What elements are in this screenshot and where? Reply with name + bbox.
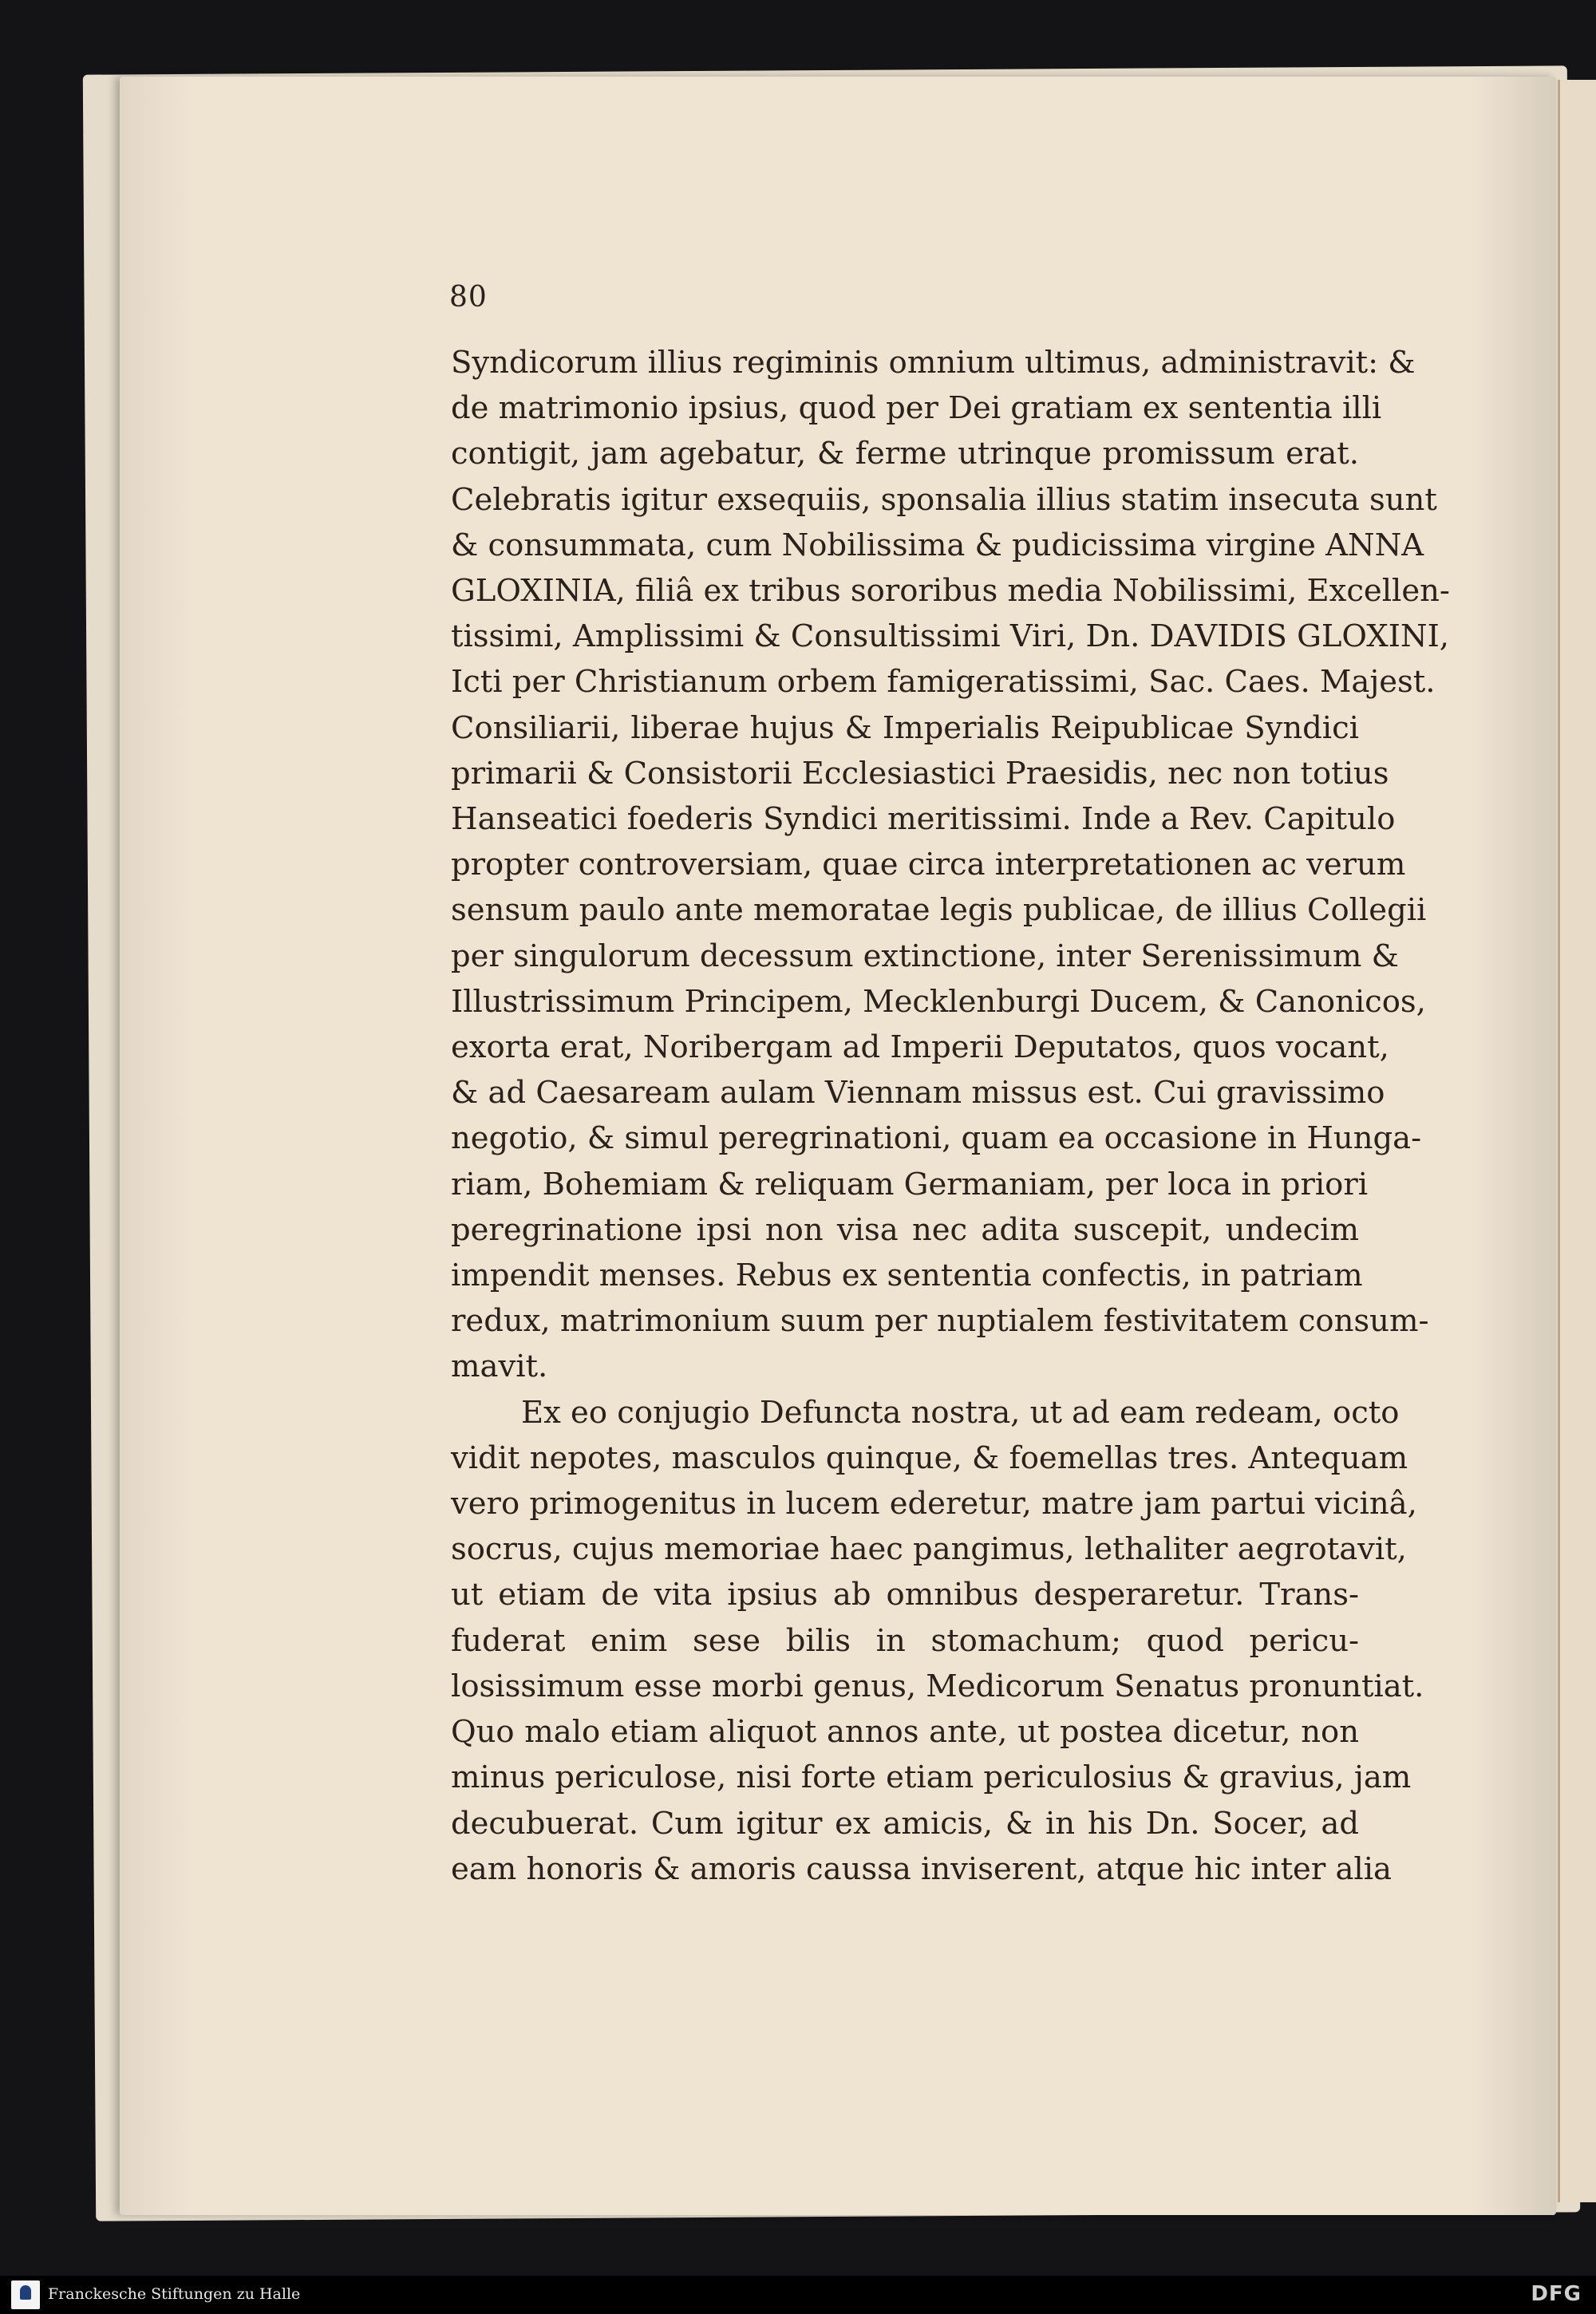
text-line: eam honoris & amoris caussa inviserent, atque hic inter alia: [451, 1850, 1393, 1887]
text-line: sensum paulo ante memoratae legis publicae, de illius Collegii: [451, 892, 1427, 929]
text-line: vero primogenitus in lucem ederetur, matre jam partui vicinâ,: [451, 1486, 1417, 1522]
page-text: [451, 340, 1450, 1892]
text-line: losissimum esse morbi genus, Medicorum Senatus pronuntiat.: [451, 1668, 1424, 1704]
text-line: Consiliarii, liberae hujus & Imperialis Reipublicae Syndici: [451, 709, 1359, 746]
text-line: Celebratis igitur exsequiis, sponsalia illius statim insecuta sunt: [451, 481, 1437, 518]
text-line: Syndicorum illius regiminis omnium ultimus, administravit: &: [451, 345, 1416, 381]
text-line: propter controversiam, quae circa interpretationen ac verum: [451, 847, 1406, 883]
text-line: peregrinatione ipsi non visa nec adita suscepit, undecim: [451, 1211, 1359, 1248]
text-line: primarii & Consistorii Ecclesiastici Praesidis, nec non totius: [451, 755, 1389, 792]
text-line: contigit, jam agebatur, & ferme utrinque promissum erat.: [451, 436, 1359, 472]
text-line: tissimi, Amplissimi & Consultissimi Viri, Dn. DAVIDIS GLOXINI,: [451, 618, 1450, 655]
text-line: per singulorum decessum extinctione, inter Serenissimum &: [451, 938, 1399, 974]
text-line: riam, Bohemiam & reliquam Germaniam, per loca in priori: [451, 1166, 1369, 1202]
text-line: fuderat enim sese bilis in stomachum; quod pericu-: [451, 1622, 1359, 1659]
page-number: 80: [449, 281, 488, 314]
text-line: de matrimonio ipsius, quod per Dei gratiam ex sententia illi: [451, 390, 1382, 427]
text-line: impendit menses. Rebus ex sententia confectis, in patriam: [451, 1258, 1363, 1294]
institution-name: Franckesche Stiftungen zu Halle: [48, 2285, 301, 2303]
text-line: negotio, & simul peregrinationi, quam ea occasione in Hunga-: [451, 1120, 1422, 1157]
text-line-paragraph-end: mavit.: [451, 1349, 548, 1385]
francke-foundation-logo-icon: [11, 2280, 40, 2309]
text-line: minus periculose, nisi forte etiam periculosius & gravius, jam: [451, 1759, 1412, 1796]
text-line: & ad Caesaream aulam Viennam missus est. Cui gravissimo: [451, 1075, 1385, 1112]
text-line: decubuerat. Cum igitur ex amicis, & in his Dn. Socer, ad: [451, 1805, 1359, 1842]
text-line: ut etiam de vita ipsius ab omnibus desperaretur. Trans-: [451, 1577, 1359, 1613]
text-line: Quo malo etiam aliquot annos ante, ut postea dicetur, non: [451, 1714, 1359, 1751]
text-line: & consummata, cum Nobilissima & pudicissima virgine ANNA: [451, 527, 1424, 563]
dfg-logo: DFG: [1531, 2282, 1582, 2306]
text-line: exorta erat, Noribergam ad Imperii Deputatos, quos vocant,: [451, 1029, 1389, 1066]
text-line: GLOXINIA, filiâ ex tribus sororibus media Nobilissimi, Excellen-: [451, 573, 1450, 610]
facing-page-edge: [1558, 80, 1596, 2202]
text-line: vidit nepotes, masculos quinque, & foemellas tres. Antequam: [451, 1439, 1408, 1476]
text-line: redux, matrimonium suum per nuptialem festivitatem consum-: [451, 1303, 1429, 1340]
text-line: Icti per Christianum orbem famigeratissimi, Sac. Caes. Majest.: [451, 664, 1436, 701]
text-line: Illustrissimum Principem, Mecklenburgi Ducem, & Canonicos,: [451, 983, 1426, 1020]
text-line: socrus, cujus memoriae haec pangimus, lethaliter aegrotavit,: [451, 1531, 1407, 1568]
text-line: Hanseatici foederis Syndici meritissimi. Inde a Rev. Capitulo: [451, 801, 1396, 838]
text-line-paragraph-start: Ex eo conjugio Defuncta nostra, ut ad eam redeam, octo: [521, 1394, 1400, 1431]
